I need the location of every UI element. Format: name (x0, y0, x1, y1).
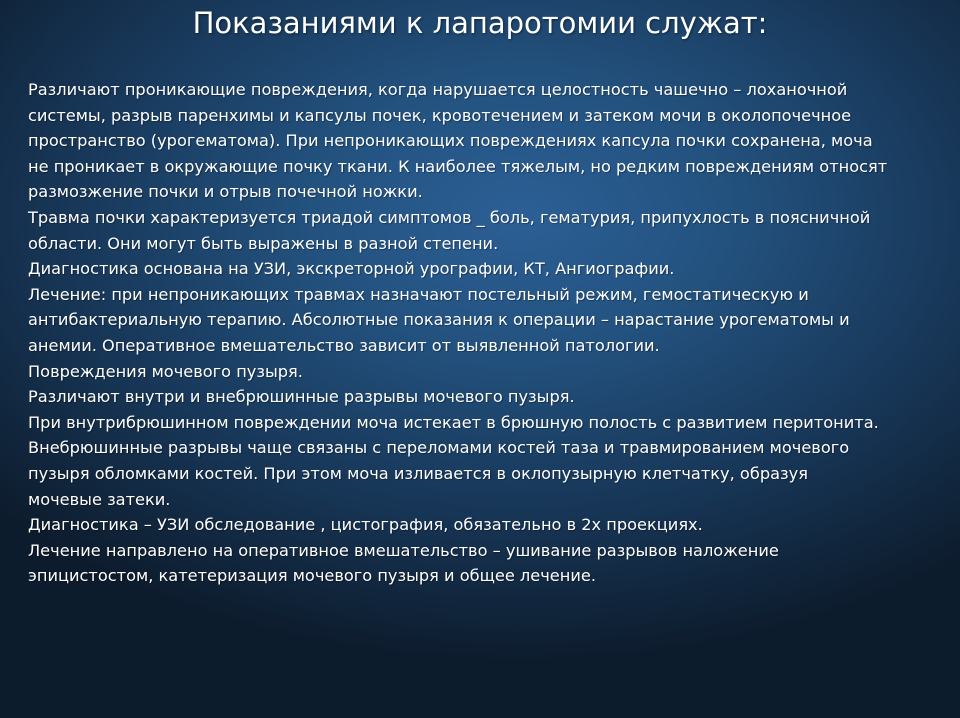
body-line: Внебрюшинные разрывы чаще связаны с переломами костей таза и травмированием мочевого (28, 438, 850, 458)
body-line: Различают внутри и внебрюшинные разрывы мочевого пузыря. (28, 387, 575, 407)
body-line: пространство (урогематома). При непроникающих повреждениях капсула почки сохранена, моча (28, 131, 873, 151)
body-line: Лечение: при непроникающих травмах назначают постельный режим, гемостатическую и (28, 284, 809, 304)
body-line: Травма почки характеризуется триадой симптомов _ боль, гематурия, припухлость в поясничной (28, 207, 871, 227)
body-line: мочевые затеки. (28, 489, 171, 509)
body-line: эпицистостом, катетеризация мочевого пузыря и общее лечение. (28, 566, 596, 586)
body-line: антибактериальную терапию. Абсолютные показания к операции – нарастание урогематомы и (28, 310, 850, 330)
body-line: Лечение направлено на оперативное вмешательство – ушивание разрывов наложение (28, 540, 779, 560)
slide-body-text (28, 77, 934, 589)
slide-title: Показаниями к лапаротомии служат: (192, 6, 768, 40)
body-line: размозжение почки и отрыв почечной ножки. (28, 182, 423, 202)
body-line: не проникает в окружающие почку ткани. К наиболее тяжелым, но редким повреждениям относят (28, 156, 888, 176)
body-line: Диагностика основана на УЗИ, экскреторной урографии, КТ, Ангиографии. (28, 259, 675, 279)
body-line: Повреждения мочевого пузыря. (28, 361, 303, 381)
body-line: пузыря обломками костей. При этом моча изливается в оклопузырную клетчатку, образуя (28, 463, 808, 483)
body-line: области. Они могут быть выражены в разной степени. (28, 233, 499, 253)
body-line: Диагностика – УЗИ обследование , цистография, обязательно в 2х проекциях. (28, 515, 703, 535)
body-line: системы, разрыв паренхимы и капсулы почек, кровотечением и затеком мочи в околопочечное (28, 105, 852, 125)
body-line: анемии. Оперативное вмешательство зависит от выявленной патологии. (28, 335, 660, 355)
body-line: Различают проникающие повреждения, когда нарушается целостность чашечно – лоханочной (28, 80, 848, 99)
body-line: При внутрибрюшинном повреждении моча истекает в брюшную полость с развитием перитонита. (28, 412, 879, 432)
